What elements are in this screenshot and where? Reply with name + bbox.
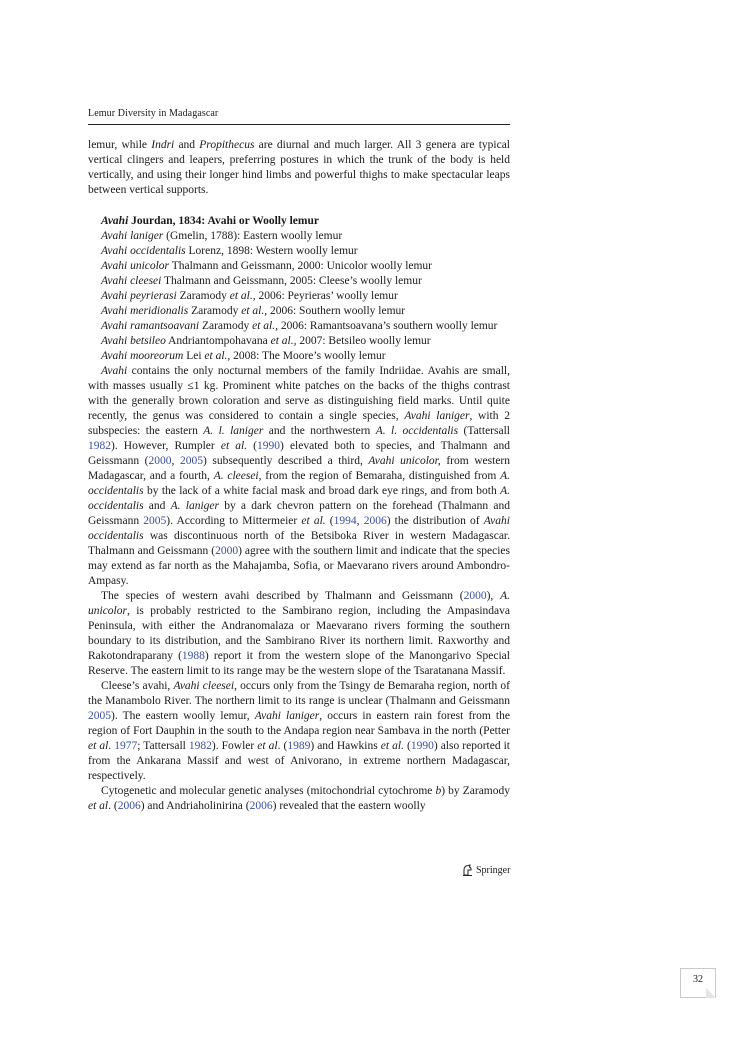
text-run: ) elevated both to species, and Thalmann and Geissmann (: [88, 440, 510, 467]
text-run: ) subsequently described a third,: [202, 455, 369, 467]
text-run: and the northwestern: [263, 425, 376, 437]
main-text: [88, 138, 510, 814]
italic-text: et al.,: [204, 350, 231, 362]
italic-text: Avahi peyrierasi: [101, 290, 177, 302]
text-run: Zaramody: [188, 305, 242, 317]
species-entry: [88, 334, 510, 349]
italic-text: Avahi: [101, 365, 128, 377]
text-run: (: [247, 440, 258, 452]
text-run: Lei: [183, 350, 205, 362]
paragraph-genetics: [88, 784, 510, 814]
publisher-mark: [462, 864, 510, 876]
text-run: ) revealed that the eastern woolly: [272, 800, 426, 812]
text-run: ),: [486, 590, 501, 602]
text-run: 2007: Betsileo woolly lemur: [296, 335, 431, 347]
citation-year-link[interactable]: 1989: [287, 740, 311, 752]
running-head: Lemur Diversity in Madagascar: [88, 108, 219, 119]
species-entry: [88, 304, 510, 319]
text-run: . (: [277, 740, 288, 752]
text-run: (Gmelin, 1788): Eastern woolly lemur: [163, 230, 343, 242]
paragraph-avahi-description: [88, 364, 510, 589]
italic-text: et al.: [220, 440, 248, 452]
text-run: Zaramody: [199, 320, 253, 332]
text-run: (: [325, 515, 334, 527]
citation-year-link[interactable]: 1982: [88, 440, 111, 452]
citation-year-link[interactable]: 1977: [114, 740, 138, 752]
text-run: was discontinuous north of the Betsiboka River in western Madagascar. Thalmann and Geissmann (: [88, 530, 510, 557]
italic-text: A. occidentalis: [88, 485, 510, 512]
italic-text: et al.,: [241, 305, 268, 317]
citation-year-link[interactable]: 2006: [363, 515, 387, 527]
italic-text: Avahi cleesei: [173, 680, 235, 692]
italic-text: A. laniger: [170, 500, 219, 512]
text-run: (: [403, 740, 411, 752]
text-run: ,: [356, 515, 364, 527]
header-rule: [88, 124, 510, 125]
text-run: and: [174, 139, 200, 151]
text-run: ). Fowler: [211, 740, 258, 752]
text-run: (Tattersall: [458, 425, 510, 437]
text-run: Cytogenetic and molecular genetic analyses (mitochondrial cytochrome: [101, 785, 436, 797]
italic-text: et al: [88, 800, 109, 812]
page-number-box: [680, 968, 716, 998]
italic-text: Avahi cleesei: [101, 275, 162, 287]
publisher-name: Springer: [476, 864, 511, 876]
citation-year-link[interactable]: 2005: [143, 515, 167, 527]
text-run: , from the region of Bemaraha, distinguished from: [258, 470, 501, 482]
italic-text: Avahi unicolor,: [368, 455, 441, 467]
page-number: 32: [693, 974, 703, 985]
text-run: , occurs only from the Tsingy de Bemaraha region, north of the Manambolo River. The northern limit to its range is unclear (Thalmann and Geissmann: [88, 680, 510, 707]
text-run: ). However, Rumpler: [111, 440, 221, 452]
text-run: Zaramody: [176, 290, 230, 302]
text-run: ) and Hawkins: [310, 740, 381, 752]
text-run: by the lack of a white facial mask and broad dark eye rings, and from both: [143, 485, 501, 497]
paragraph-unicolor: [88, 589, 510, 679]
text-run: 2008: The Moore’s woolly lemur: [230, 350, 386, 362]
text-run: Thalmann and Geissmann, 2005: Cleese’s woolly lemur: [161, 275, 422, 287]
text-run: ) and Andriaholinirina (: [140, 800, 250, 812]
text-run: Lorenz, 1898: Western woolly lemur: [185, 245, 358, 257]
page-corner-fold: [706, 988, 716, 998]
species-entry: [88, 319, 510, 334]
italic-text: A. l. occidentalis: [375, 425, 459, 437]
text-run: Thalmann and Geissmann, 2000: Unicolor woolly lemur: [169, 260, 433, 272]
text-run: are diurnal and much larger. All 3 genera are typical vertical clingers and leapers, preferring postures in which the trunk of the body is held vertically, and using their longer hind limbs and powerful thighs to make spectacular leaps between vertical supports.: [88, 139, 510, 196]
text-run: , with 2 subspecies: the eastern: [88, 410, 510, 437]
italic-text: Avahi betsileo: [101, 335, 166, 347]
italic-text: et al.,: [229, 290, 256, 302]
species-entry: [88, 229, 510, 244]
species-entry: [88, 289, 510, 304]
springer-horse-icon: [462, 864, 473, 876]
species-entry: [88, 259, 510, 274]
text-run: . (: [108, 800, 118, 812]
italic-text: et al.,: [252, 320, 278, 332]
text-run: ) the distribution of: [386, 515, 484, 527]
text-run: ) report it from the western slope of the Manongarivo Special Reserve. The eastern limit to its range may be the western slope of the Tsaratanana Massif.: [88, 650, 510, 677]
italic-text: et al: [257, 740, 278, 752]
italic-text: Propithecus: [199, 139, 255, 151]
text-run: , occurs in eastern rain forest from the region of Fort Dauphin in the south to the Andapa region near Sambava in the north (Petter: [88, 710, 510, 737]
text-run: 2006: Southern woolly lemur: [267, 305, 406, 317]
text-run: , is probably restricted to the Sambirano region, including the Ampasindava Peninsula, with either the Andranomalaza or Maevarano rivers forming the southern boundary to its distribution, and the Sambirano River its northern limit. Raxworthy and Rakotondraparany (: [88, 605, 510, 662]
italic-text: Avahi occidentalis: [88, 515, 510, 542]
text-run: 2006: Ramantsoavana’s southern woolly lemur: [277, 320, 498, 332]
italic-text: et al.: [380, 740, 404, 752]
italic-text: Avahi: [101, 215, 129, 227]
species-entry: [88, 274, 510, 289]
text-run: Jourdan, 1834: Avahi or Woolly lemur: [128, 215, 319, 227]
italic-text: Avahi ramantsoavani: [101, 320, 200, 332]
italic-text: Avahi laniger: [254, 710, 320, 722]
paragraph-cleesei: [88, 679, 510, 784]
italic-text: Indri: [151, 139, 175, 151]
italic-text: et al: [88, 740, 109, 752]
text-run: ) agree with the southern limit and indicate that the species may extend as far north as the Mahajamba, Sofia, or Maevarano rivers around Ambondro-Ampasy.: [88, 545, 510, 587]
text-run: ,: [171, 455, 180, 467]
text-run: 2006: Peyrieras’ woolly lemur: [255, 290, 398, 302]
italic-text: et al.,: [270, 335, 297, 347]
citation-year-link[interactable]: 2000: [215, 545, 239, 557]
citation-year-link[interactable]: 1990: [257, 440, 281, 452]
text-run: Andriantompohavana: [165, 335, 271, 347]
citation-year-link[interactable]: 2006: [117, 800, 141, 812]
citation-year-link[interactable]: 1990: [410, 740, 434, 752]
italic-text: b: [435, 785, 442, 797]
text-run: Cleese’s avahi,: [101, 680, 174, 692]
citation-year-link[interactable]: 2000: [463, 590, 487, 602]
text-run: by a dark chevron pattern on the forehead (Thalmann and Geissmann: [88, 500, 510, 527]
text-run: ) by Zaramody: [441, 785, 510, 797]
text-run: The species of western avahi described by Thalmann and Geissmann (: [101, 590, 464, 602]
italic-text: et al.: [301, 515, 326, 527]
italic-text: A. l. laniger: [203, 425, 264, 437]
citation-year-link[interactable]: 1988: [181, 650, 205, 662]
italic-text: A. unicolor: [88, 590, 510, 617]
citation-year-link[interactable]: 2006: [249, 800, 273, 812]
text-run: lemur, while: [88, 139, 152, 151]
genus-heading: [88, 214, 510, 229]
citation-year-link[interactable]: 2005: [179, 455, 203, 467]
species-list: [88, 229, 510, 364]
paragraph-intro: [88, 138, 510, 198]
italic-text: Avahi occidentalis: [101, 245, 186, 257]
text-run: from western Madagascar, and a fourth,: [88, 455, 510, 482]
species-entry: [88, 244, 510, 259]
text-run: ; Tattersall: [137, 740, 189, 752]
italic-text: Avahi unicolor: [101, 260, 170, 272]
text-run: .: [108, 740, 115, 752]
italic-text: Avahi mooreorum: [101, 350, 184, 362]
citation-year-link[interactable]: 2005: [88, 710, 111, 722]
citation-year-link[interactable]: 1982: [188, 740, 212, 752]
citation-year-link[interactable]: 1994: [333, 515, 357, 527]
section-gap: [88, 198, 510, 214]
italic-text: A. cleesei: [213, 470, 259, 482]
text-run: ). The eastern woolly lemur,: [111, 710, 255, 722]
species-entry: [88, 349, 510, 364]
italic-text: Avahi laniger: [101, 230, 164, 242]
text-run: ). According to Mittermeier: [166, 515, 302, 527]
italic-text: Avahi meridionalis: [101, 305, 189, 317]
italic-text: Avahi laniger: [404, 410, 470, 422]
text-run: ) also reported it from the Ankarana Massif and west of Anivorano, in extreme northern Madagascar, respectively.: [88, 740, 511, 782]
citation-year-link[interactable]: 2000: [148, 455, 172, 467]
text-run: and: [143, 500, 171, 512]
italic-text: A. occidentalis: [88, 470, 511, 497]
text-run: contains the only nocturnal members of the family Indriidae. Avahis are small, with masses usually ≤1 kg. Prominent white patches on the backs of the thighs contrast with the generally brown coloration and serve as distinguishing field marks. Until quite recently, the genus was considered to contain a single species,: [88, 365, 510, 422]
